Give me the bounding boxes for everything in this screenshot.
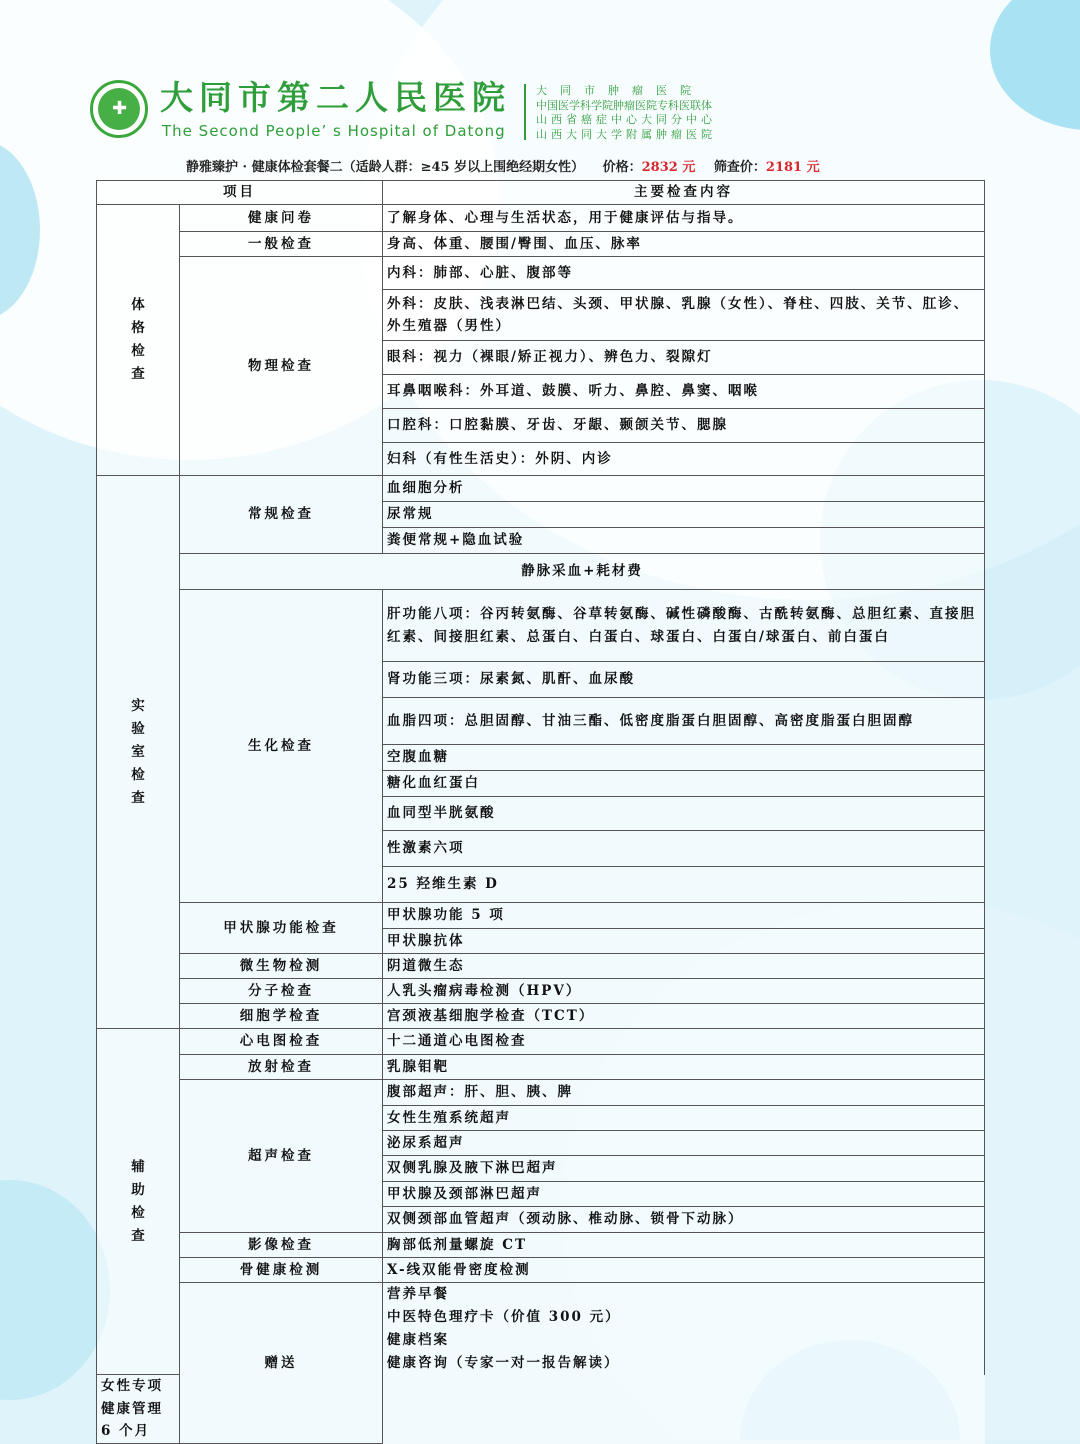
hospital-name-en: The Second People’ s Hospital of Datong: [162, 122, 506, 140]
header-item: 项目: [97, 181, 383, 205]
row-name: 影像检查: [180, 1233, 383, 1258]
row-content: 人乳头瘤病毒检测（HPV）: [383, 979, 985, 1004]
affiliation-line: 山西省癌症中心大同分中心: [536, 113, 716, 126]
row-content: 十二通道心电图检查: [383, 1029, 985, 1055]
row-name: 放射检查: [180, 1055, 383, 1080]
row-name: 分子检查: [180, 979, 383, 1004]
row-content: 肾功能三项：尿素氮、肌酐、血尿酸: [383, 662, 985, 698]
row-content: 空腹血糖: [383, 745, 985, 771]
group-physical: 体格检查: [97, 205, 180, 476]
row-content: 女性专项健康管理 6 个月: [97, 1375, 180, 1444]
group-aux: 辅助检查: [97, 1029, 180, 1375]
row-name: 赠送: [180, 1283, 383, 1444]
affiliation-line: 大同市肿瘤医院: [536, 84, 704, 97]
row-content: 腹部超声：肝、胆、胰、脾: [383, 1080, 985, 1106]
row-name: 心电图检查: [180, 1029, 383, 1055]
row-content: 了解身体、心理与生活状态，用于健康评估与指导。: [383, 205, 985, 232]
row-content: 血同型半胱氨酸: [383, 797, 985, 831]
row-content: 口腔科：口腔黏膜、牙齿、牙龈、颞颌关节、腮腺: [383, 409, 985, 443]
affiliations: [536, 84, 716, 142]
row-name: 一般检查: [180, 232, 383, 257]
row-content: 25 羟维生素 D: [383, 867, 985, 903]
row-content: 健康咨询（专家一对一报告解读）: [383, 1352, 985, 1375]
row-content: 肝功能八项：谷丙转氨酶、谷草转氨酶、碱性磷酸酶、古酰转氨酶、总胆红素、直接胆红素、间接胆红素、总蛋白、白蛋白、球蛋白、白蛋白/球蛋白、前白蛋白: [383, 590, 985, 662]
row-name: 超声检查: [180, 1080, 383, 1233]
header-content: 主要检查内容: [383, 181, 985, 205]
row-content: 耳鼻咽喉科：外耳道、鼓膜、听力、鼻腔、鼻窦、咽喉: [383, 375, 985, 409]
row-content: 眼科：视力（裸眼/矫正视力）、辨色力、裂隙灯: [383, 341, 985, 375]
row-content: 营养早餐: [383, 1283, 985, 1306]
affiliation-line: 中国医学科学院肿瘤医院专科医联体: [536, 98, 712, 112]
row-content: 双侧乳腺及腋下淋巴超声: [383, 1156, 985, 1182]
group-lab: 实验室检查: [97, 476, 180, 1029]
row-content: 宫颈液基细胞学检查（TCT）: [383, 1004, 985, 1029]
row-content: 双侧颈部血管超声（颈动脉、椎动脉、锁骨下动脉）: [383, 1207, 985, 1233]
row-content: 胸部低剂量螺旋 CT: [383, 1233, 985, 1258]
package-title-line: [186, 160, 820, 176]
row-name: 微生物检测: [180, 954, 383, 979]
hospital-logo-icon: ✚: [90, 80, 148, 138]
row-name: 细胞学检查: [180, 1004, 383, 1029]
row-name: 常规检查: [180, 476, 383, 554]
row-name: 物理检查: [180, 257, 383, 476]
price-label: 价格：: [602, 160, 642, 175]
package-title: 静雅臻护 · 健康体检套餐二（适龄人群：≥45 岁以上围绝经期女性）: [186, 160, 585, 175]
row-content: 血细胞分析: [383, 476, 985, 502]
blood-draw-row: 静脉采血+耗材费: [180, 554, 985, 590]
row-content: 乳腺钼靶: [383, 1055, 985, 1080]
screen-price-label: 筛查价：: [713, 160, 766, 175]
affiliation-line: 山西大同大学附属肿瘤医院: [536, 127, 716, 141]
row-content: 甲状腺抗体: [383, 929, 985, 954]
row-content: 女性生殖系统超声: [383, 1106, 985, 1131]
row-content: X-线双能骨密度检测: [383, 1258, 985, 1283]
row-content: 妇科（有性生活史）：外阴、内诊: [383, 443, 985, 476]
row-content: 泌尿系超声: [383, 1131, 985, 1156]
row-content: 中医特色理疗卡（价值 300 元）: [383, 1306, 985, 1329]
row-content: 粪便常规+隐血试验: [383, 528, 985, 554]
row-content: 阴道微生态: [383, 954, 985, 979]
row-name: 生化检查: [180, 590, 383, 903]
hospital-name-cn: 大同市第二人民医院: [160, 78, 511, 117]
row-name: 骨健康检测: [180, 1258, 383, 1283]
header-divider: [524, 84, 526, 140]
exam-table: [96, 180, 985, 1444]
row-content: 健康档案: [383, 1329, 985, 1352]
row-content: 性激素六项: [383, 831, 985, 867]
row-content: 外科：皮肤、浅表淋巴结、头颈、甲状腺、乳腺（女性）、脊柱、四肢、关节、肛诊、外生殖器（男性）: [383, 290, 985, 341]
row-name: 健康问卷: [180, 205, 383, 232]
row-content: 甲状腺及颈部淋巴超声: [383, 1182, 985, 1207]
row-content: 血脂四项：总胆固醇、甘油三酯、低密度脂蛋白胆固醇、高密度脂蛋白胆固醇: [383, 698, 985, 745]
row-content: 内科：肺部、心脏、腹部等: [383, 257, 985, 290]
row-content: 身高、体重、腰围/臀围、血压、脉率: [383, 232, 985, 257]
row-content: 尿常规: [383, 502, 985, 528]
row-name: 甲状腺功能检查: [180, 903, 383, 954]
screen-price-value: 2181 元: [765, 160, 820, 175]
price-value: 2832 元: [641, 160, 696, 175]
row-content: 甲状腺功能 5 项: [383, 903, 985, 929]
row-content: 糖化血红蛋白: [383, 771, 985, 797]
